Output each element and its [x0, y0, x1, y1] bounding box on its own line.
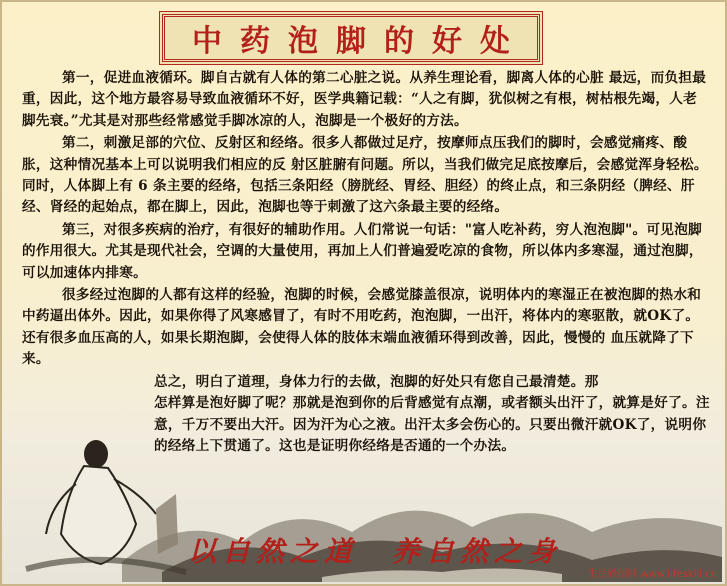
conclusion-rest: 怎样算是泡好脚了呢？那就是泡到你的后背感觉有点潮，或者额头出汗了，就算是好了。注意，千万不要出大汗。因为汗为心之液。出汗太多会伤心的。只要出微汗就OK了，说明你的经络上下贯通了。这也是证明你经络是否通的一个办法。	[154, 395, 710, 454]
site-watermark: 生活妙招网 www.lifeskill.cn	[587, 569, 717, 580]
paragraph-2: 第二，刺激足部的穴位、反射区和经络。很多人都做过足疗，按摩师点压我们的脚时，会感觉痛疼、酸胀，这种情况基本上可以说明我们相应的反 射区脏腑有问题。所以，当我们做完足底按摩后，会感觉浑身轻松。同时，人体脚上有 6 条主要的经络，包括三条阳经（膀胱经、胃经、胆经）的终止点，和三条阴经（脾经、肝经、肾经的起始点，都在脚上，因此，泡脚也等于刺激了这六条最主要的经络。	[22, 135, 708, 216]
slogan-calligraphy: 以自然之道 养自然之身	[188, 535, 563, 568]
title-banner	[162, 14, 540, 62]
scholar-illustration	[6, 384, 196, 584]
page-title: 中药泡脚的好处	[192, 24, 528, 59]
paragraph-4: 很多经过泡脚的人都有这样的经验，泡脚的时候，会感觉膝盖很凉，说明体内的寒湿正在被泡脚的热水和中药逼出体外。因此，如果你得了风寒感冒了，有时不用吃药，泡泡脚，一出汗，将体内的寒驱散，就OK了。还有很多血压高的人，如果长期泡脚，会使得人体的肢体末端血液循环得到改善，因此，慢慢的 血压就降了下来。	[22, 287, 702, 368]
paragraph-1: 第一，促进血液循环。脚自古就有人体的第二心脏之说。从养生理论看，脚离人体的心脏 最远，而负担最重，因此，这个地方最容易导致血液循环不好，医学典籍记载：“人之有脚，犹似树之有根，树枯根先竭，人老脚先衰。”尤其是对那些经常感觉手脚冰凉的人，泡脚是一个极好的方法。	[22, 70, 707, 129]
conclusion-first-line: 总之，明白了道理，身体力行的去做，泡脚的好处只有您自己最清楚。那	[154, 373, 599, 390]
paragraph-3: 第三，对很多疾病的治疗，有很好的辅助作用。人们常说一句话："富人吃补药，穷人泡泡脚"。可见泡脚的作用很大。尤其是现代社会，空调的大量使用，再加上人们普遍爱吃凉的食物，所以体内多寒湿，通过泡脚，可以加速体内排寒。	[22, 221, 703, 281]
